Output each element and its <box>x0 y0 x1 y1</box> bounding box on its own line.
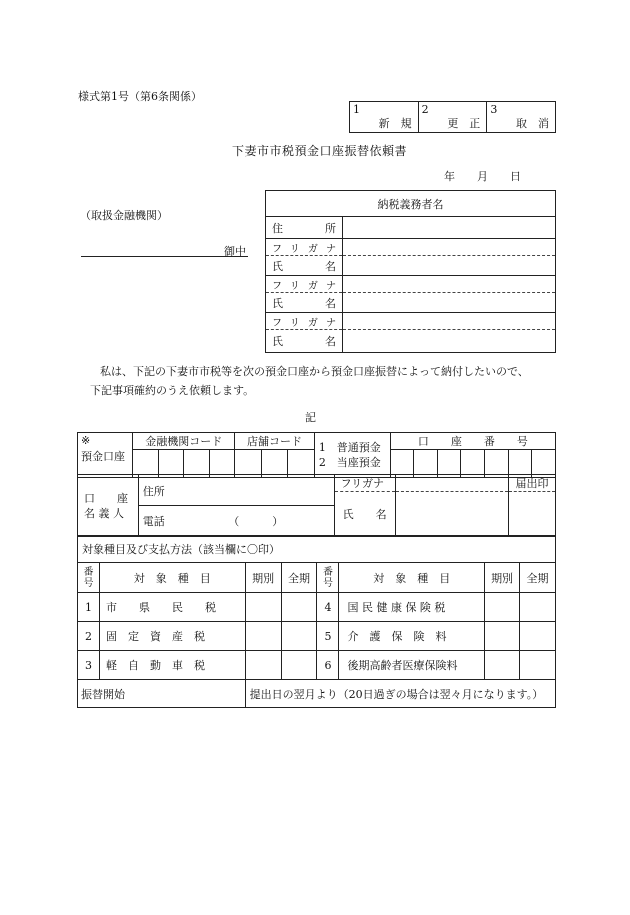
holder-label-2: 名 義 人 <box>84 506 124 520</box>
furigana-field-3[interactable] <box>343 313 556 330</box>
furigana-label-1: フリガナ <box>266 239 343 256</box>
col-no-left: 番号 <box>78 563 100 593</box>
taxpayer-table <box>265 190 556 353</box>
target-full-cell[interactable] <box>520 651 556 680</box>
address-label: 住 所 <box>266 217 343 239</box>
mode-options <box>349 101 556 133</box>
holder-address-field[interactable] <box>138 475 334 506</box>
name-label-1: 氏 名 <box>266 256 343 276</box>
furigana-field-2[interactable] <box>343 276 556 293</box>
taxpayer-header: 納税義務者名 <box>266 191 556 217</box>
holder-phone-paren: （ ） <box>228 515 284 528</box>
gochu-label: 御中 <box>224 245 246 258</box>
furigana-field-1[interactable] <box>343 239 556 256</box>
table-row <box>78 622 556 651</box>
ki-label: 記 <box>305 411 316 424</box>
holder-label-cell <box>78 475 139 537</box>
account-table <box>77 432 556 478</box>
col-full-right: 全期 <box>520 563 556 593</box>
start-label: 振替開始 <box>78 680 246 708</box>
name-field-2[interactable] <box>343 293 556 313</box>
target-period-cell[interactable] <box>245 622 281 651</box>
target-full-cell[interactable] <box>520 622 556 651</box>
target-item: 国 民 健 康 保 険 税 <box>339 593 485 622</box>
targets-table <box>77 535 556 708</box>
bank-name-line[interactable] <box>81 256 248 257</box>
target-full-cell[interactable] <box>281 622 317 651</box>
holder-table <box>77 474 556 537</box>
target-item: 後期高齢者医療保険料 <box>339 651 485 680</box>
request-text-line1: 私は、下記の下妻市市税等を次の預金口座から預金口座振替によって納付したいので、 <box>100 365 529 378</box>
target-item: 介 護 保 険 料 <box>339 622 485 651</box>
target-full-cell[interactable] <box>281 593 317 622</box>
document-title: 下妻市市税預金口座振替依頼書 <box>232 144 408 158</box>
table-row <box>78 651 556 680</box>
branch-code-header: 店舗コード <box>235 433 315 450</box>
target-item: 市 県 民 税 <box>99 593 245 622</box>
col-item-left: 対 象 種 目 <box>99 563 245 593</box>
target-period-cell[interactable] <box>485 622 520 651</box>
account-label: 預金口座 <box>81 450 125 463</box>
account-type-cell[interactable] <box>314 433 390 478</box>
bank-label: （取扱金融機関） <box>80 209 168 222</box>
target-no: 4 <box>317 593 339 622</box>
form-number: 様式第1号（第6条関係） <box>78 90 202 103</box>
holder-phone-field[interactable] <box>138 506 334 537</box>
col-period-left: 期別 <box>245 563 281 593</box>
target-period-cell[interactable] <box>485 651 520 680</box>
col-full-left: 全期 <box>281 563 317 593</box>
col-period-right: 期別 <box>485 563 520 593</box>
col-no-right: 番号 <box>317 563 339 593</box>
target-full-cell[interactable] <box>520 593 556 622</box>
holder-name-label: 氏 名 <box>334 492 396 537</box>
target-no: 6 <box>317 651 339 680</box>
furigana-label-2: フリガナ <box>266 276 343 293</box>
table-row <box>78 593 556 622</box>
holder-name-field[interactable] <box>396 492 509 537</box>
holder-label-1: 口 座 <box>84 491 128 505</box>
col-item-right: 対 象 種 目 <box>339 563 485 593</box>
account-number-header: 口 座 番 号 <box>390 433 555 450</box>
target-period-cell[interactable] <box>485 593 520 622</box>
date-line[interactable]: 年 月 日 <box>444 170 521 183</box>
account-type-ordinary[interactable]: 1 普通預金 <box>318 441 381 454</box>
mode-option-cancel[interactable]: 3 取 消 <box>487 102 556 133</box>
account-type-current[interactable]: 2 当座預金 <box>318 456 381 469</box>
mode-option-new[interactable]: 1 新 規 <box>350 102 419 133</box>
target-no: 2 <box>78 622 100 651</box>
address-field[interactable] <box>343 217 556 239</box>
furigana-label-3: フリガナ <box>266 313 343 330</box>
seal-label: 届出印 <box>508 475 555 492</box>
account-label-cell <box>78 433 133 478</box>
request-text-line2: 下記事項確約のうえ依頼します。 <box>90 384 255 397</box>
targets-header: 対象種目及び支払方法（該当欄に〇印） <box>78 536 556 563</box>
target-no: 1 <box>78 593 100 622</box>
target-item: 固 定 資 産 税 <box>99 622 245 651</box>
holder-furigana-label: フリガナ <box>334 475 396 492</box>
target-period-cell[interactable] <box>245 651 281 680</box>
target-no: 3 <box>78 651 100 680</box>
start-text: 提出日の翌月より（20日過ぎの場合は翌々月になります。） <box>245 680 555 708</box>
target-period-cell[interactable] <box>245 593 281 622</box>
mode-option-correct[interactable]: 2 更 正 <box>418 102 487 133</box>
target-item: 軽 自 動 車 税 <box>99 651 245 680</box>
holder-address-label: 住所 <box>142 485 165 498</box>
name-field-1[interactable] <box>343 256 556 276</box>
holder-furigana-field[interactable] <box>396 475 509 492</box>
target-full-cell[interactable] <box>281 651 317 680</box>
seal-field[interactable] <box>508 492 555 537</box>
target-no: 5 <box>317 622 339 651</box>
name-field-3[interactable] <box>343 330 556 353</box>
holder-phone-label: 電話 <box>142 515 165 528</box>
account-mark: ※ <box>81 434 91 447</box>
name-label-3: 氏 名 <box>266 330 343 353</box>
bank-code-header: 金融機関コード <box>133 433 235 450</box>
name-label-2: 氏 名 <box>266 293 343 313</box>
